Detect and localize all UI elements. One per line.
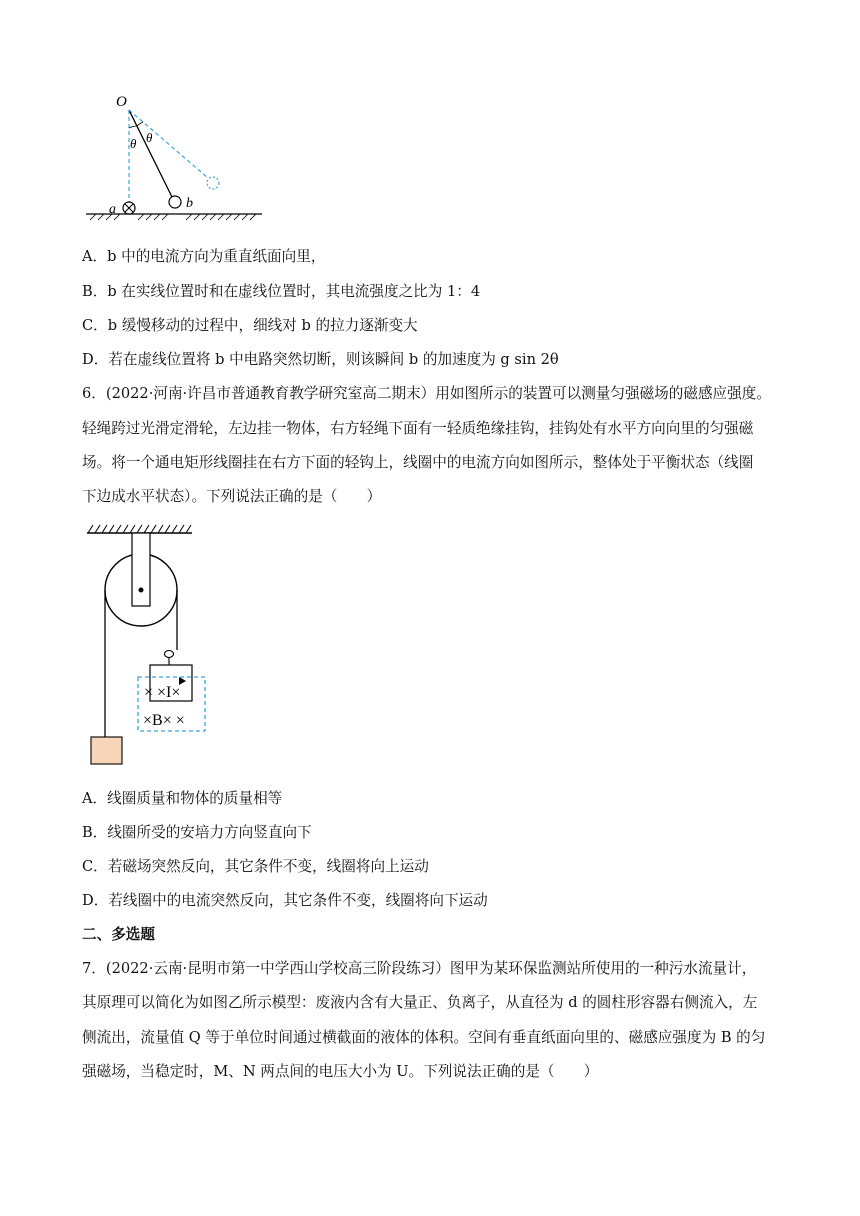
q6-text-line3: 场。将一个通电矩形线圈挂在右方下面的轻钩上，线圈中的电流方向如图所示，整体处于平衡状态（线圈 xyxy=(82,454,754,471)
q7-text-line4: 强磁场，当稳定时，M、N 两点间的电压大小为 U。下列说法正确的是（ ） xyxy=(82,1063,599,1080)
q6-option-a: A．线圈质量和物体的质量相等 xyxy=(82,790,283,807)
field-row-top: × ×I× xyxy=(144,684,181,701)
label-b: b xyxy=(186,196,193,211)
q5-option-a: A．b 中的电流方向为重直纸面向里， xyxy=(82,248,326,265)
label-a: a xyxy=(109,202,116,217)
q6-option-b: B．线圈所受的安培力方向竖直向下 xyxy=(82,824,312,841)
q6-text-line1: 6．(2022·河南·许昌市普通教育教学研究室高二期末）用如图所示的装置可以测量匀强磁场的磁感应强度。 xyxy=(82,385,771,402)
q6-text-line4: 下边成水平状态）。下列说法正确的是（ ） xyxy=(82,488,382,505)
field-row-bottom: ×B× × xyxy=(143,712,185,729)
q7-text-line3: 侧流出，流量值 Q 等于单位时间通过横截面的液体的体积。空间有垂直纸面向里的、磁感应强度为 B 的匀 xyxy=(82,1029,766,1046)
label-theta-right: θ xyxy=(146,130,153,145)
q7-text-line2: 其原理可以简化为如图乙所示模型：废液内含有大量正、负离子，从直径为 d 的圆柱形容器右侧流入，左 xyxy=(82,994,758,1011)
q5-option-d: D．若在虚线位置将 b 中电路突然切断，则该瞬间 b 的加速度为 g sin 2θ xyxy=(82,351,559,368)
q6-option-c: C．若磁场突然反向，其它条件不变，线圈将向上运动 xyxy=(82,858,429,875)
section-title-multiple-choice: 二、多选题 xyxy=(82,926,155,943)
q6-text-line2: 轻绳跨过光滑定滑轮，左边挂一物体，右方轻绳下面有一轻质绝缘挂钩，挂钩处有水平方向向里的匀强磁 xyxy=(82,420,754,437)
q7-text-line1: 7．(2022·云南·昆明市第一中学西山学校高三阶段练习）图甲为某环保监测站所使用的一种污水流量计， xyxy=(82,960,757,977)
q5-option-b: B．b 在实线位置时和在虚线位置时，其电流强度之比为 1：4 xyxy=(82,283,481,300)
q5-option-c: C．b 缓慢移动的过程中，细线对 b 的拉力逐渐变大 xyxy=(82,317,418,334)
label-theta-left: θ xyxy=(130,136,137,151)
q6-option-d: D．若线圈中的电流突然反向，其它条件不变，线圈将向下运动 xyxy=(82,892,488,909)
label-o: O xyxy=(116,94,127,110)
